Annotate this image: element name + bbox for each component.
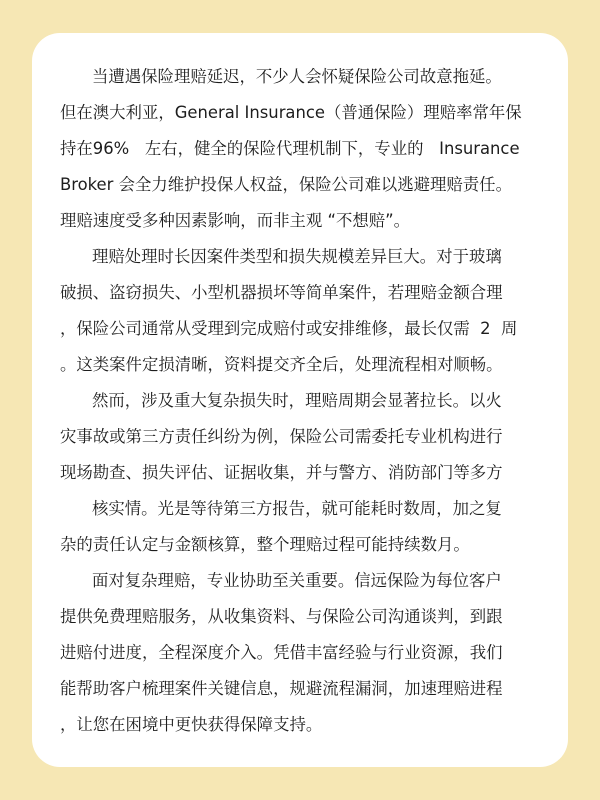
- paragraph-1-line-5: 理赔速度受多种因素影响，而非主观 “不想赔”。: [60, 211, 411, 230]
- paragraph-4-line-3: 进赔付进度，全程深度介入。凭借丰富经验与行业资源，我们: [60, 643, 503, 662]
- paragraph-4-line-2: 提供免费理赔服务，从收集资料、与保险公司沟通谈判，到跟: [60, 607, 503, 626]
- paragraph-3-line-3: 现场勘查、损失评估、证据收集，并与警方、消防部门等多方: [60, 463, 503, 482]
- paragraph-2-line-1: 理赔处理时长因案件类型和损失规模差异巨大。对于玻璃: [92, 247, 502, 266]
- paragraph-4-line-1: 面对复杂理赔，专业协助至关重要。信远保险为每位客户: [92, 571, 502, 590]
- paragraph-1-line-1: 当遭遇保险理赔延迟，不少人会怀疑保险公司故意拖延。: [92, 67, 502, 86]
- paragraph-1-line-3: 持在96% 左右，健全的保险代理机制下，专业的 Insurance: [60, 139, 520, 158]
- paragraph-3-line-1: 然而，涉及重大复杂损失时，理赔周期会显著拉长。以火: [92, 391, 502, 410]
- paragraph-3-line-4: 核实情。光是等待第三方报告，就可能耗时数周，加之复: [92, 499, 502, 518]
- paragraph-3-line-2: 灾事故或第三方责任纠纷为例，保险公司需委托专业机构进行: [60, 427, 503, 446]
- paragraph-4-line-4: 能帮助客户梳理案件关键信息，规避流程漏洞，加速理赔进程: [60, 679, 503, 698]
- paragraph-1-line-4: Broker 会全力维护投保人权益，保险公司难以逃避理赔责任。: [60, 175, 512, 194]
- paragraph-3-line-5: 杂的责任认定与金额核算，整个理赔过程可能持续数月。: [60, 535, 470, 554]
- paragraph-4-line-5: ，让您在困境中更快获得保障支持。: [60, 715, 323, 734]
- paragraph-1-line-2: 但在澳大利亚，General Insurance（普通保险）理赔率常年保: [60, 103, 522, 122]
- paragraph-2-line-2: 破损、盗窃损失、小型机器损坏等简单案件，若理赔金额合理: [60, 283, 503, 302]
- paragraph-2-line-4: 。这类案件定损清晰，资料提交齐全后，处理流程相对顺畅。: [60, 355, 503, 374]
- paragraph-2-line-3: ，保险公司通常从受理到完成赔付或安排维修，最长仅需 2 周: [60, 319, 518, 338]
